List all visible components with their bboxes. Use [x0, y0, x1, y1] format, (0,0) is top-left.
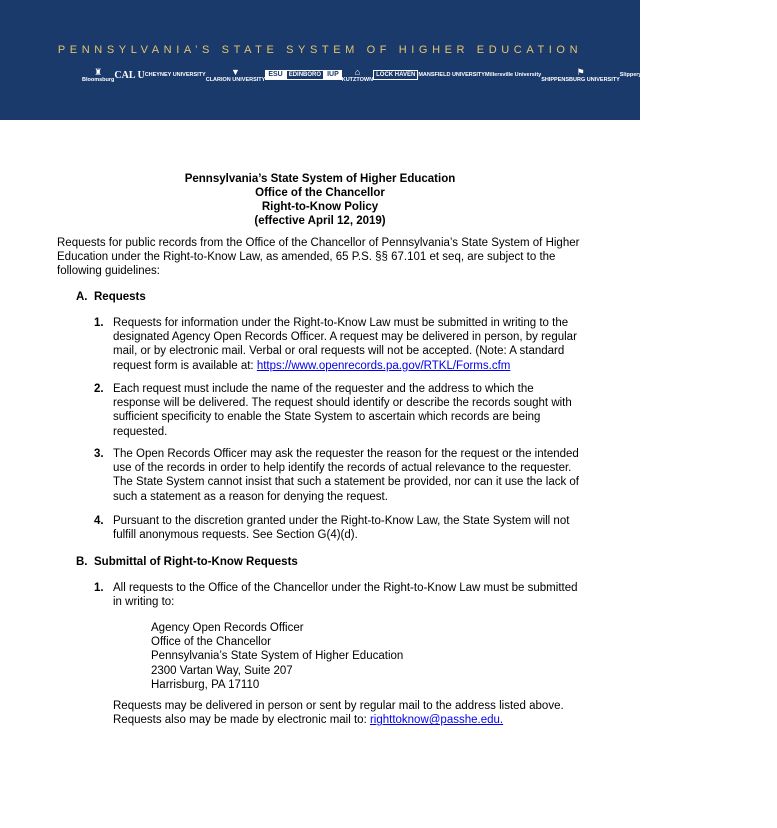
logo-cheyney: CHEYNEY UNIVERSITY	[144, 72, 206, 78]
address-line-1: Agency Open Records Officer	[151, 622, 304, 634]
logo-lock-haven: LOCK HAVEN	[373, 70, 418, 80]
heading-line-2: Office of the Chancellor	[255, 187, 385, 199]
kutztown-icon: ⌂	[354, 66, 361, 77]
item-text: Requests for information under the Right-to-Know Law must be submitted in writing to the designated Agency Open Records Officer. A request may be delivered in person, by regular mail, or by electronic mail. Verbal or oral requests will not be accepted. (Note: A standard request form is available at: https://www.openrecords.pa.gov/RTKL/Forms.cfm	[113, 317, 577, 372]
section-a-item-1	[94, 316, 584, 373]
logo-slippery-rock: Slippery Rock University	[619, 72, 685, 78]
logo-iup: IUP	[324, 70, 342, 80]
section-a-item-3	[94, 447, 584, 504]
section-a-item-4	[94, 514, 584, 542]
section-a-item-2	[94, 382, 584, 439]
logo-bloomsburg: ♜ Bloomsburg	[82, 66, 115, 83]
section-a-letter: A.	[76, 291, 88, 303]
document-heading	[0, 172, 640, 228]
address-line-5: Harrisburg, PA 17110	[151, 678, 260, 691]
logo-wcu: WCU WEST CHESTER UNIVERSITY	[684, 72, 777, 78]
logo-edinboro: EDINBORO	[286, 70, 324, 80]
mailing-address	[151, 621, 403, 692]
banner-title: PENNSYLVANIA’S STATE SYSTEM OF HIGHER EDUCATION	[57, 44, 583, 56]
item-number: 1.	[94, 317, 104, 329]
section-a-heading	[76, 290, 146, 304]
university-logos	[82, 62, 777, 88]
address-line-3: Pennsylvania’s State System of Higher Education	[151, 650, 404, 663]
logo-calu: CAL U	[114, 69, 145, 81]
section-b-heading	[76, 555, 298, 569]
logo-kutztown: ⌂ KUTZTOWN	[341, 66, 374, 83]
item-number: 1.	[94, 582, 104, 594]
intro-paragraph: Requests for public records from the Office of the Chancellor of Pennsylvania’s State System of Higher Education under the Right-to-Know Law, as amended, 65 P.S. §§ 67.101 et seq, are subject to the following guidelines:	[57, 237, 580, 278]
item-number: 4.	[94, 515, 104, 527]
item-text: All requests to the Office of the Chancellor under the Right-to-Know Law must be submitted in writing to:	[113, 582, 578, 609]
item-number: 2.	[94, 383, 104, 395]
heading-line-4: (effective April 12, 2019)	[254, 215, 386, 227]
heading-line-3: Right-to-Know Policy	[261, 201, 379, 213]
section-a-title: Requests	[94, 291, 146, 303]
email-link[interactable]: righttoknow@passhe.edu.	[369, 714, 504, 727]
item-number: 3.	[94, 448, 104, 460]
item-text: Pursuant to the discretion granted under the Right-to-Know Law, the State System will not fulfill anonymous requests. See Section G(4)(d).	[113, 515, 570, 542]
closing-paragraph: Requests may be delivered in person or sent by regular mail to the address listed above. Requests also may be made by electronic mail to: righttoknow@passhe.edu.	[113, 700, 564, 727]
clarion-eagle-icon: ▼	[231, 66, 240, 77]
item-text: The Open Records Officer may ask the requester the reason for the request or the intended use of the records in order to help identify the records of actual relevance to the requester. The State System cannot insist that such a statement be provided, nor can it use the lack of such a statement as a reason for denying the request.	[113, 448, 580, 503]
address-line-2: Office of the Chancellor	[151, 636, 271, 649]
address-line-4: 2300 Vartan Way, Suite 207	[151, 664, 293, 677]
rtkl-form-link[interactable]: https://www.openrecords.pa.gov/RTKL/Forms.cfm	[256, 359, 511, 372]
item-text: Each request must include the name of the requester and the address to which the response will be delivered. The request should identify or describe the records sought with sufficient specificity to enable the State System to ascertain which records are being requested.	[113, 383, 572, 438]
shippensburg-icon: ⚑	[576, 66, 585, 77]
logo-millersville: Millersville University	[484, 72, 542, 78]
heading-line-1: Pennsylvania’s State System of Higher Education	[184, 173, 456, 185]
section-b-item-1	[94, 581, 584, 609]
logo-esu: ESU	[265, 70, 285, 80]
section-b-letter: B.	[76, 556, 88, 568]
logo-clarion: ▼ CLARION UNIVERSITY	[205, 66, 266, 83]
section-b-title: Submittal of Right-to-Know Requests	[94, 556, 298, 568]
logo-mansfield: MANSFIELD UNIVERSITY	[418, 72, 485, 78]
header-banner	[0, 0, 777, 120]
bloomsburg-icon: ♜	[94, 66, 103, 77]
logo-shippensburg: ⚑ SHIPPENSBURG UNIVERSITY	[541, 66, 620, 83]
